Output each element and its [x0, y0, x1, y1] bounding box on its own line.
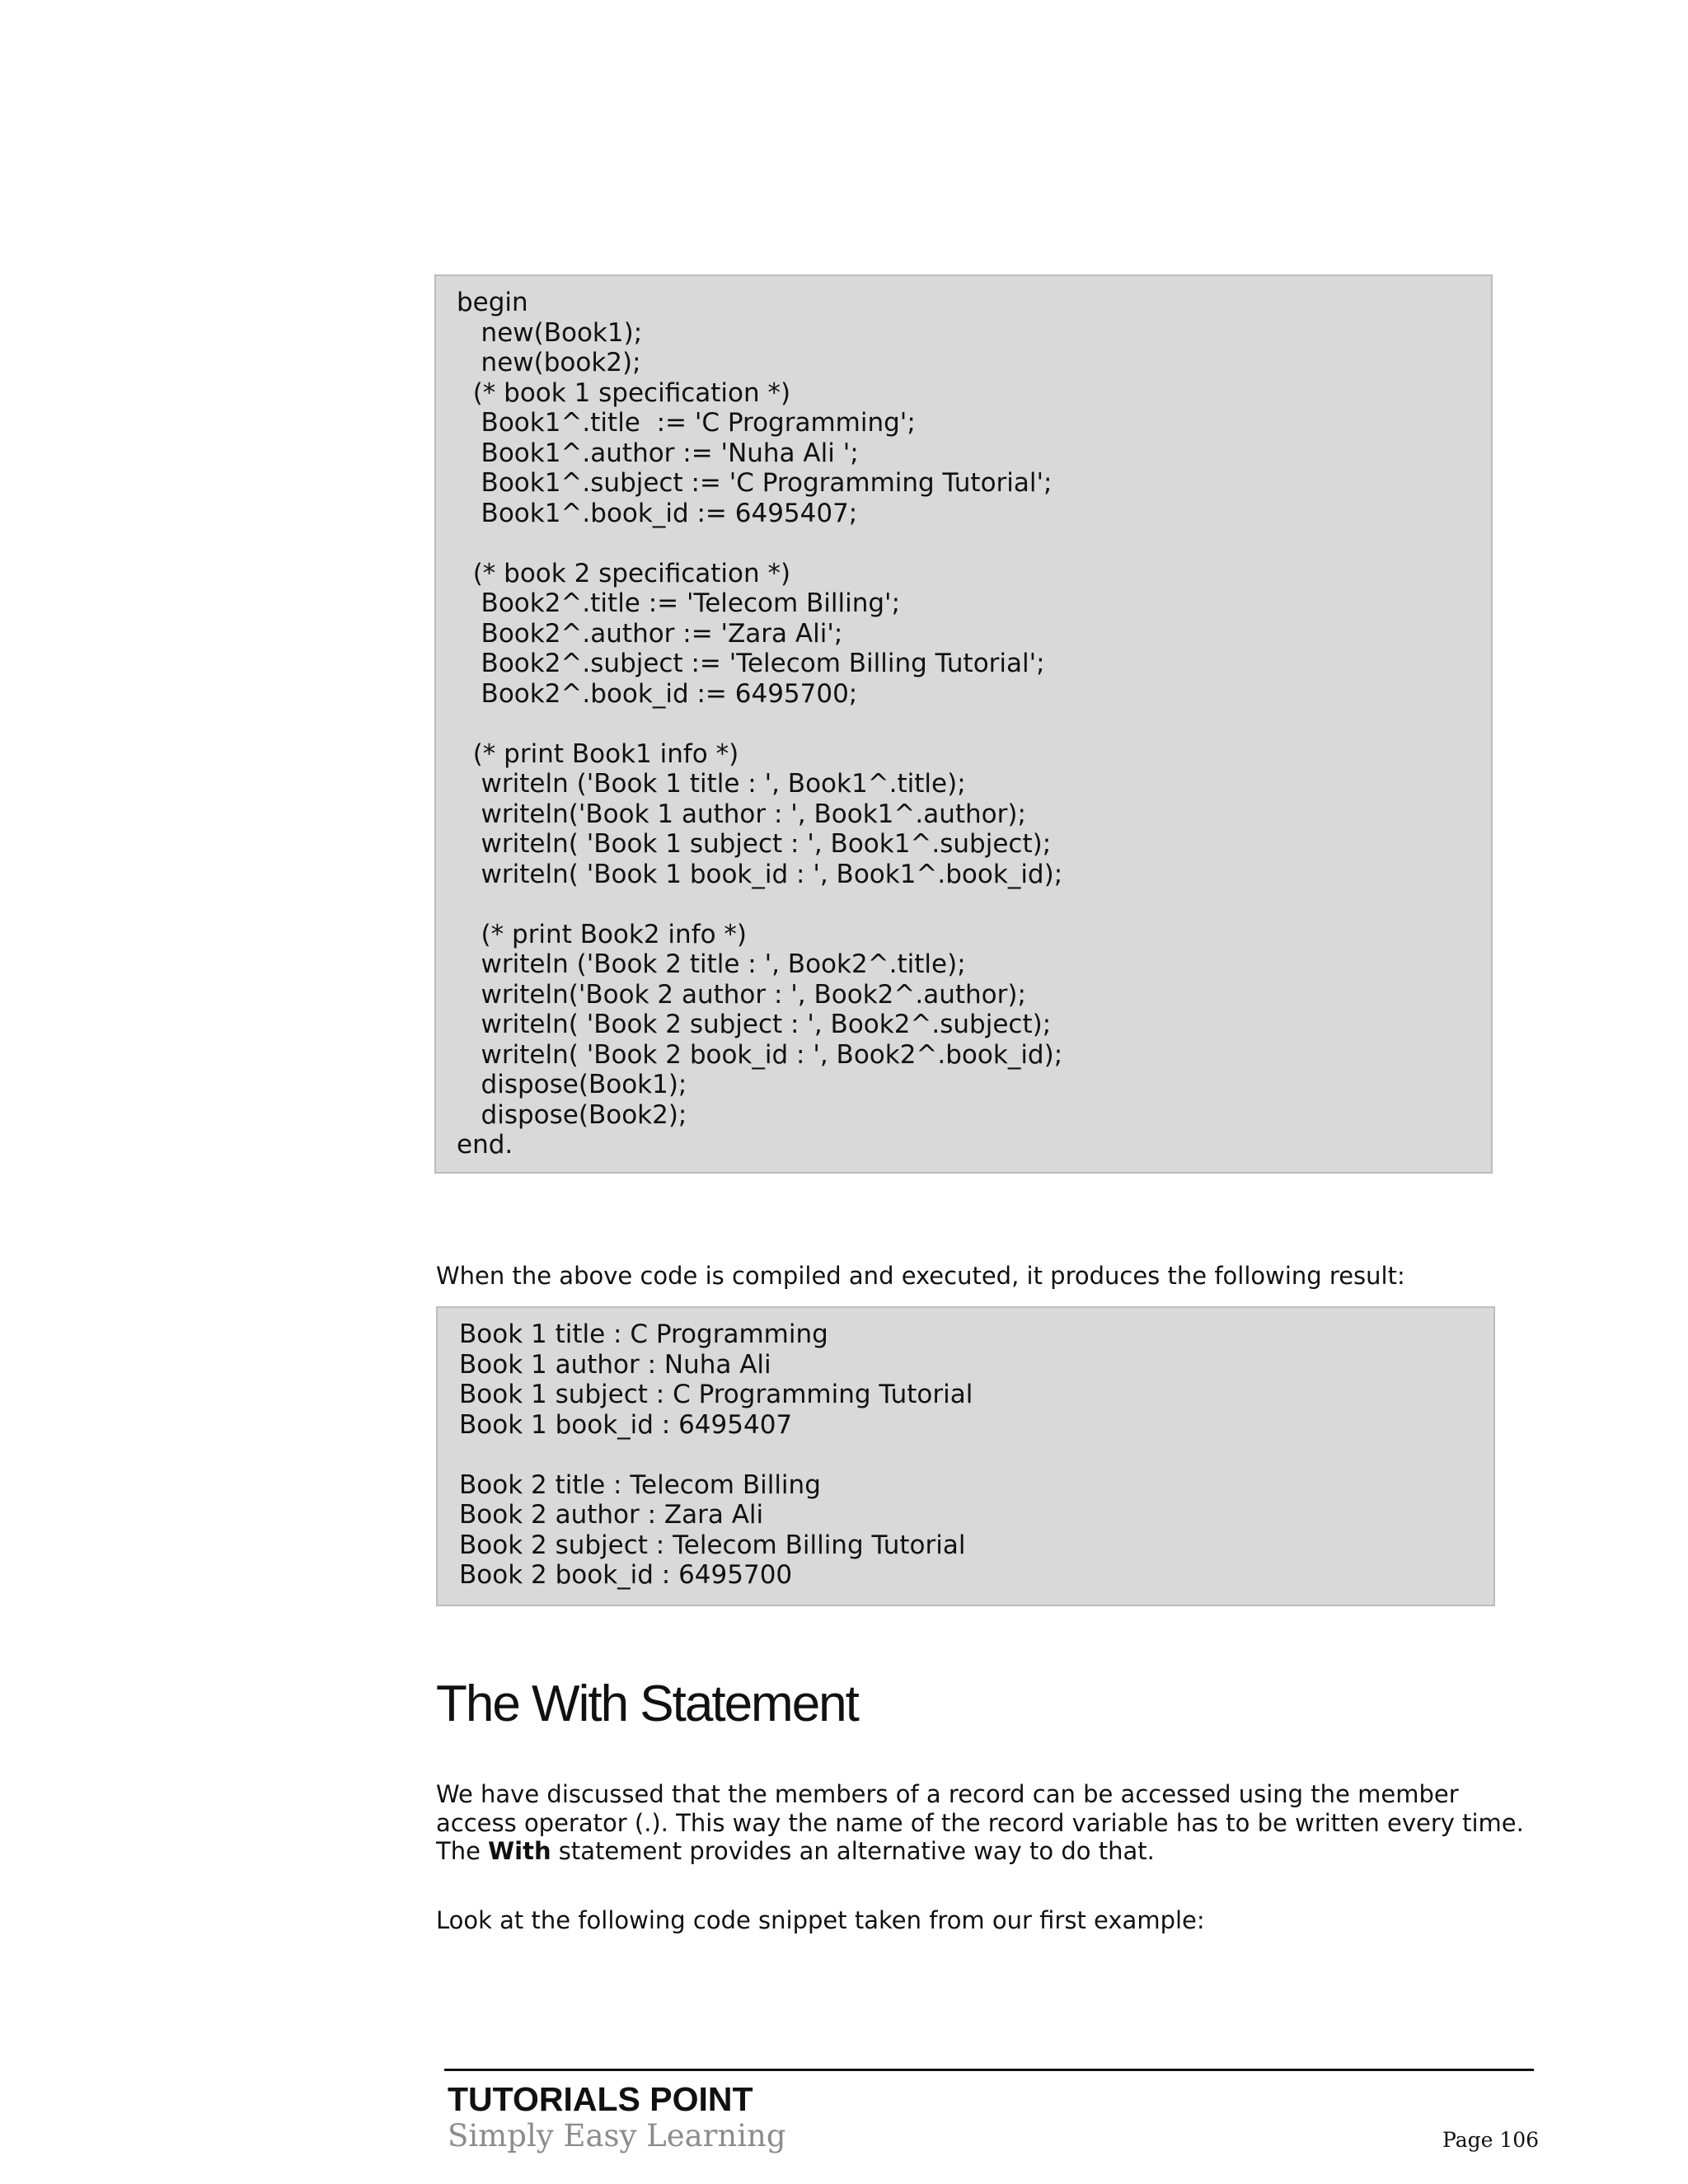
output-line: Book 2 book_id : 6495700 — [459, 1560, 793, 1590]
code-line: end. — [457, 1130, 513, 1160]
code-line: dispose(Book1); — [457, 1070, 687, 1099]
output-block — [436, 1306, 1495, 1606]
code-line — [457, 889, 1491, 920]
code-line — [457, 528, 1491, 559]
code-line: writeln( 'Book 2 book_id : ', Book2^.book_id); — [457, 1039, 1063, 1070]
code-line: writeln('Book 1 author : ', Book1^.author); — [457, 799, 1026, 829]
code-line: Book1^.author := 'Nuha Ali '; — [457, 438, 859, 468]
code-line: dispose(Book2); — [457, 1099, 687, 1130]
code-line: Book1^.title := 'C Programming'; — [457, 408, 916, 438]
code-line: Book1^.subject := 'C Programming Tutorial'; — [457, 468, 1053, 498]
output-line: Book 1 author : Nuha Ali — [459, 1349, 771, 1380]
output-line: Book 1 subject : C Programming Tutorial — [459, 1380, 973, 1409]
section-heading: The With Statement — [436, 1675, 858, 1732]
code-line: writeln( 'Book 2 subject : ', Book2^.subject); — [457, 1010, 1052, 1039]
code-line: writeln ('Book 1 title : ', Book1^.title); — [457, 769, 966, 799]
code-line: (* book 2 specification *) — [457, 558, 791, 588]
output-line — [459, 1440, 1493, 1470]
output-line: Book 1 book_id : 6495407 — [459, 1409, 793, 1440]
code-line: (* print Book2 info *) — [457, 919, 748, 949]
code-line: Book2^.author := 'Zara Ali'; — [457, 618, 843, 649]
snippet-intro-text: Look at the following code snippet taken from our first example: — [436, 1906, 1205, 1934]
code-line: Book2^.subject := 'Telecom Billing Tutorial'; — [457, 649, 1045, 678]
code-line: Book1^.book_id := 6495407; — [457, 498, 858, 528]
code-line — [457, 709, 1491, 739]
code-line: new(book2); — [457, 348, 641, 377]
output-line: Book 2 author : Zara Ali — [459, 1500, 764, 1530]
output-line: Book 2 title : Telecom Billing — [459, 1469, 821, 1500]
result-intro-text: When the above code is compiled and executed, it produces the following result: — [436, 1262, 1405, 1290]
with-paragraph-part2: statement provides an alternative way to do that. — [551, 1837, 1155, 1865]
footer-brand: TUTORIALS POINT — [448, 2080, 753, 2118]
code-line: Book2^.book_id := 6495700; — [457, 678, 858, 709]
with-keyword-bold: With — [488, 1837, 551, 1865]
code-line: writeln( 'Book 1 book_id : ', Book1^.book_id); — [457, 859, 1063, 889]
code-block-book-pointers — [434, 274, 1493, 1174]
with-paragraph-part1: We have discussed that the members of a record can be accessed using the member access operator (.). This way the name of the record variable has to be written every time. The — [436, 1780, 1524, 1865]
code-line: Book2^.title := 'Telecom Billing'; — [457, 588, 901, 618]
code-line: new(Book1); — [457, 317, 643, 348]
code-line: writeln( 'Book 1 subject : ', Book1^.subject); — [457, 829, 1052, 859]
footer-tagline: Simply Easy Learning — [448, 2118, 786, 2154]
code-line: (* book 1 specification *) — [457, 377, 791, 408]
code-line: begin — [457, 288, 528, 317]
footer-divider — [444, 2069, 1534, 2071]
code-line: writeln ('Book 2 title : ', Book2^.title); — [457, 949, 966, 979]
output-line: Book 1 title : C Programming — [459, 1319, 828, 1349]
with-statement-paragraph — [436, 1780, 1532, 1866]
page-number: Page 106 — [1442, 2128, 1540, 2152]
output-line: Book 2 subject : Telecom Billing Tutorial — [459, 1530, 966, 1560]
code-line: (* print Book1 info *) — [457, 738, 739, 769]
code-line: writeln('Book 2 author : ', Book2^.author); — [457, 979, 1026, 1010]
